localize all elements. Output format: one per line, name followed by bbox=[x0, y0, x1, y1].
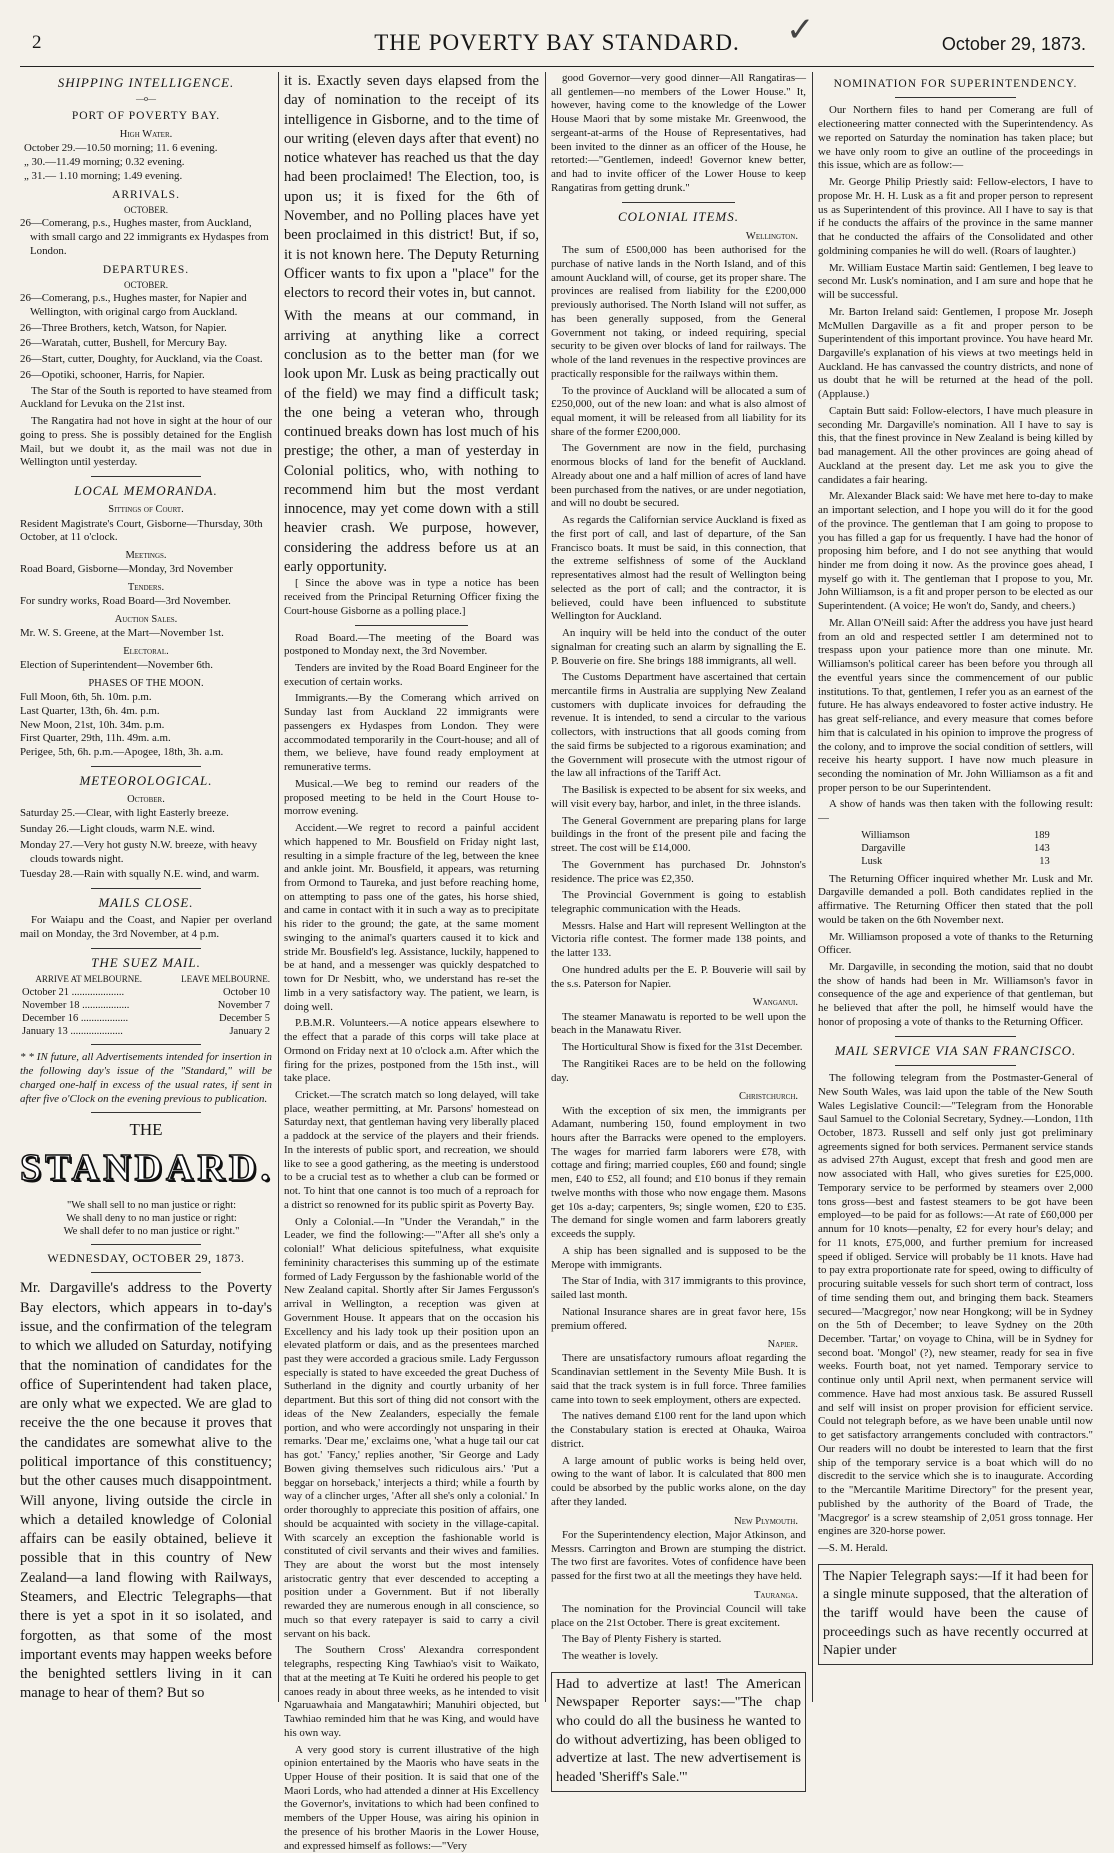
departure-entry: 26—Three Brothers, ketch, Watson, for Napier. bbox=[20, 321, 227, 334]
result-row bbox=[859, 855, 1052, 868]
nomination-paragraph: The Returning Officer inquired whether Mr. Lusk and Mr. Dargaville demanded a poll. Both candidates replied in the affirmative. The Returning Officer then stated that the poll would be taken on the 6th November next. bbox=[818, 872, 1093, 926]
colonial-paragraph: The steamer Manawatu is reported to be well upon the beach in the Manawatu River. bbox=[551, 1010, 806, 1037]
news-paragraph: Only a Colonial.—In "Under the Verandah," in the Leader, we find the following:—"'After all she's only a colonial!' What delicious spitefulness, what exquisite femininity characterises this summing up of the estimate formed of Lady Fergusson by the fashionable world of the New Zealand capital. Shortly after Sir James Fergusson's arrival in Wellington, a reception was given at Government House. It appears that on the occasion his Excellency and his lady took up their position upon an elevated platform or dais, and as the presentees marched past they were accorded a gracious smile. Lady Fergusson especially is stated to have exceeded the great Duchess of Sutherland in the dignity and courtly urbanity of her department. But this sort of thing did not consort with the ideas of the New Zealanders, especially the female portion, and who were accordingly not unsparing in their remarks. 'Dear me,' exclaims one, 'what a huge tail our cat has got.' 'Fancy,' replies another, 'Sir George and Lady Bowen giving themselves such ridiculous airs.' 'Put a beggar on horseback,' interjects a third; while a fourth by way of a clincher urges, 'After all she's only a colonial.' In order thoroughly to appreciate this position of affairs, one should be acquainted with society in the village-capital. With scarcely an exception the fashionable world is constituted of civil servants and their wives and families. They are about the worst but the most intensely aristocratic gentry that ever descended to accepting a position under a Government. But if not liberally rewarded they are numerous enough in all conscience, so much so that every ratepayer is said to carry a civil servant on his back. bbox=[284, 1215, 539, 1640]
nomination-paragraph: Our Northern files to hand per Comerang are full of electioneering matter connected with the Superintendency. As we reported on Saturday the nomination has taken place; but we have only room to give an outline of the proceedings in this issue, which are as follow:— bbox=[818, 104, 1093, 172]
suez-leave-date: January 2 bbox=[229, 1026, 270, 1038]
section-rule bbox=[355, 625, 467, 626]
colonial-paragraph: The Horticultural Show is fixed for the 31st December. bbox=[562, 1041, 803, 1054]
section-rule bbox=[91, 476, 202, 477]
local-section-title: Tenders. bbox=[127, 582, 165, 594]
section-rule bbox=[895, 1065, 1016, 1066]
advertize-text: Had to advertize at last! The American Newspaper Reporter says:—"The chap who could do all the business he wanted to do without advertizing, has been obliged to advertize at last. The new advertisement is headed 'Sheriff's Sale.'" bbox=[556, 1676, 801, 1785]
meteorological-list bbox=[20, 807, 272, 882]
news-paragraph: Tenders are invited by the Road Board Engineer for the execution of certain works. bbox=[284, 661, 539, 688]
nomination-paragraph: Mr. Allan O'Neill said: After the address you have just heard from an old and respected settler I am determined not to trespass upon your patience more than one minute. Mr. Williamson's political career has been before you through all the eventful years since the commencement of our public institutions. To that, gentlemen, I refer you as an earnest of the future. He has always endeavored to foster active industry. He has great self-reliance, and every measure that comes before him that is calculated in his opinion to improve the progress of the colony, and to improve the social condition of settlers, will receive his hearty support. I have now much pleasure in seconding the nomination of Mr. John Williamson as a fit and proper person to be our Superintendent. bbox=[818, 616, 1093, 794]
section-rule bbox=[91, 766, 202, 767]
mailservice-text: The following telegram from the Postmaster-General of New South Wales, was laid upon the table of the New South Wales Legislative Council:—"Telegram from the Honorable Saul Samuel to the Colonial Secretary, Sydney.—London, 11th October, 1873. Russell and self only just got preliminary agreements signed for both services. Permanent service stands as advised 27th August, except that fresh and good men are now associated with Hall, who gives sureties for £25,000. Temporary service to be performed by steamers over 2,000 tons gross—best and fastest steamers to be got have been employed—to be paid for as follows:—At rate of £60,000 per annum for 10 knots—penalty, £2 for every hour's delay; and for 11 knots, £75,000, and further premium for increased speed if obliged. Service will probably be 11 knots. Have had to pay extra proportionate rate for speed, owing to difficulty of procuring suitable vessels for such short term of contract, loss of time sending them out, and bringing them back. Steamers secured—'Macgregor,' now near Hongkong; will be in Sydney on the 5th of December; to leave Sydney on the 20th December. 'Tartar,' on voyage to China, will be in Sydney for second boat. 'Mongol' (?), new steamer, ready for sea in five weeks. Fourth boat, not yet named. Temporary service to continue only until April next, when permanent service will commence. Have had most anxious task. Be assured Russell and self will insist on proper provision for efficient service. Could not telegraph before, as we have been unable until now to get satisfactory arrangements concluded with contractors." Our readers will no doubt be interested to learn that the first ship of the temporary service is a boat which will do no discredit to the service which she is to inaugurate. According to the "Mercantile Maritime Directory" for the present year, published by the authority of the Board of Trade, the 'Macgregor' is a screw steamship of 2,051 gross tonnage. Her engines are 320-horse power. bbox=[818, 1072, 1093, 1538]
colonial-paragraph: The Government are now in the field, purchasing enormous blocks of land for the benefit of Auckland. Already about one and a half million of acres of land have been purchased from the natives, or are under negotiation, and will no doubt be secured. bbox=[551, 442, 806, 510]
colonial-paragraph: The sum of £500,000 has been authorised for the purchase of native lands in the North Island, and of this amount Auckland will, of course, get its proper share. The provinces are realised from liability for the £200,000 previously authorised. The North Island will not suffer, as has been generally supposed, from the General Government not taking, or indeed requiring, special security to be given over blocks of land for railways. The whole of the land revenues in the respective provinces are practically responsible for the railways within them. bbox=[551, 244, 806, 380]
section-rule bbox=[91, 1244, 202, 1245]
colonial-place: Wellington. bbox=[745, 230, 798, 242]
nomination-paragraph: Captain Butt said: Follow-electors, I have much pleasure in seconding Mr. Dargaville's nomination. All I have to say is this, that the finest province in New Zealand is being killed by bad management. All the other provinces are going ahead of Auckland at the present day. Let me ask you to give the candidates a fair hearing. bbox=[818, 404, 1093, 486]
departures-list bbox=[20, 292, 272, 382]
suez-row bbox=[20, 999, 272, 1012]
motto-line: "We shall sell to no man justice or right: bbox=[66, 1199, 237, 1211]
suez-leave-date: October 10 bbox=[223, 986, 270, 998]
leader-paragraph-1: Mr. Dargaville's address to the Poverty Bay electors, which appears in to-day's issue, and the confirmation of the telegram to which we alluded on Saturday, notifying that the nomination of candidates for the office of Superintendent had taken place, are only what we expected. We are glad to receive the the one because it proves that the candidates are somewhat alive to the political importance of this constituency; but the other causes much disappointment. Will anyone, living outside the circle in which a detailed knowledge of Colonial affairs can be easily obtained, believe it possible that in this country of New Zealand—a land flowing with Railways, Steamers, and Electric Telegraphs—that there is yet a spot in it so isolated, and forgotten, as that some of the most important events may happen weeks before the benighted settlers living in it can manage to hear of them? But so bbox=[20, 1280, 272, 1702]
colonial-paragraph: The Bay of Plenty Fishery is started. bbox=[562, 1633, 722, 1646]
colonial-paragraph: As regards the Californian service Auckland is fixed as the first port of call, and last of departure, of the San Francisco boats. It must be said, in this connection, that the extreme selfishness of some of the Auckland representatives almost had the result of Wellington being selected as the port of call; and the contractor, it is believed, could have been influenced to substitute Wellington for Auckland. bbox=[551, 514, 806, 623]
colonial-paragraph: The natives demand £100 rent for the land upon which the Constabulary station is erected at Ohauka, Wairoa district. bbox=[551, 1410, 806, 1450]
leader-paragraph-2: it is. Exactly seven days elapsed from the day of nomination to the receipt of its intelligence in Gisborne, and to the time of our writing (eleven days after that event) no notice whatever has reached us that the day had been proclaimed! The Election, too, is upon us; it is fixed for the 6th of November, and no Polling places have yet been proclaimed in this district! But, if so, it is not known here. The Deputy Returning Officer wants to fix upon a "place" for the electors to record their votes in, but cannot. bbox=[284, 73, 539, 302]
result-row bbox=[859, 842, 1052, 855]
column-1 bbox=[20, 72, 272, 1704]
colonial-place: Napier. bbox=[767, 1339, 798, 1351]
advertisement-notice: * * IN future, all Advertisements intended for insertion in the following day's issue of the "Standard," will be charged one-half in excess of the usual rates, if sent in after five o'Clock on the evening previous to publication. bbox=[20, 1051, 272, 1105]
shipping-paragraph: The Star of the South is reported to have steamed from Auckland for Levuka on the 21st inst. bbox=[20, 384, 272, 411]
page-number: 2 bbox=[32, 32, 42, 53]
shipping-notes bbox=[20, 385, 272, 470]
departures-month: OCTOBER. bbox=[123, 279, 169, 290]
local-news bbox=[284, 632, 539, 1853]
local-section-text: Election of Superintendent—November 6th. bbox=[20, 659, 213, 672]
column-4 bbox=[818, 72, 1093, 1704]
weather-entry: Sunday 26.—Light clouds, warm N.E. wind. bbox=[20, 823, 215, 836]
local-section-text: Mr. W. S. Greene, at the Mart—November 1st. bbox=[20, 627, 224, 640]
napier-paragraph bbox=[818, 1564, 1093, 1665]
colonial-items bbox=[551, 230, 806, 1664]
colonial-place: New Plymouth. bbox=[734, 1515, 798, 1527]
weather-entry: Saturday 25.—Clear, with light Easterly breeze. bbox=[20, 807, 229, 820]
motto-line: We shall deny to no man justice or right: bbox=[66, 1212, 237, 1224]
mailservice-source: —S. M. Herald. bbox=[818, 1542, 888, 1555]
news-paragraph: Accident.—We regret to record a painful accident which happened to Mr. Bousfield on Friday night last, resulting in a simple fracture of the leg, between the knee and ankle joint. Mr. Bousfield, it appears, was returning from Ormond to Taureka, and just before reaching home, on attempting to pass one of the gates, his horse shied, and came in contact with it in such a way as to precipitate his rider to the ground; the gate, at the same moment swinging to the animal's quarters caused it to kick and stride Mr. Bousfield's leg. Assistance, luckily, happened to be at hand, and a messenger was quickly despatched to town for Dr Nesbitt, who, we understand has re-set the limb in a very satisfactory way. The patient, we learn, is doing well. bbox=[284, 822, 539, 1013]
mails-heading: MAILS CLOSE. bbox=[98, 895, 194, 911]
departure-entry: 26—Waratah, cutter, Bushell, for Mercury Bay. bbox=[20, 337, 227, 350]
meteorological-month: October. bbox=[127, 794, 165, 806]
section-rule bbox=[91, 1112, 202, 1113]
local-section-title: Sittings of Court. bbox=[108, 504, 184, 516]
local-section-text: Road Board, Gisborne—Monday, 3rd November bbox=[20, 563, 233, 576]
shipping-heading: SHIPPING INTELLIGENCE. bbox=[57, 75, 235, 90]
section-rule bbox=[91, 1044, 202, 1045]
colonial-paragraph: The Basilisk is expected to be absent for six weeks, and will visit every bay, harbor, and inlet, in the three islands. bbox=[551, 784, 806, 810]
suez-heading: THE SUEZ MAIL. bbox=[91, 954, 201, 970]
suez-row bbox=[20, 1012, 272, 1025]
news-paragraph: Musical.—We beg to remind our readers of the proposed meeting to be held in the Court House to-morrow evening. bbox=[284, 777, 539, 818]
advertize-paragraph bbox=[551, 1672, 806, 1792]
news-paragraph: P.B.M.R. Volunteers.—A notice appears elsewhere to the effect that a parade of this corps will take place at Ormond on Friday next at 10 o'clock a.m. After which the firing for the prizes, postponed from the 15th inst., will take place. bbox=[284, 1017, 539, 1085]
paper-title: THE POVERTY BAY STANDARD. bbox=[374, 30, 740, 55]
result-row bbox=[859, 829, 1052, 842]
departure-entry: 26—Comerang, p.s., Hughes master, for Napier and Wellington, with original cargo from Auckland. bbox=[20, 292, 247, 318]
leader-date: WEDNESDAY, OCTOBER 29, 1873. bbox=[47, 1251, 245, 1266]
colonial-paragraph: A ship has been signalled and is supposed to be the Merope with immigrants. bbox=[551, 1244, 806, 1271]
colonial-paragraph: The weather is lovely. bbox=[562, 1650, 659, 1663]
leader-paragraph-3: With the means at our command, in arriving at anything like a correct conclusion as to the better man (for we look upon Mr. Lusk as being practically out of the field) we may find a difficult task; the one being a veteran who, through continued breaks down has lost much of his prestige; the other, a man of yesterday in Colonial politics, who, with nothing to recommend him but the most verdant innocence, may yet come down with a still heavier crash. We purpose, however, considering the address before us at an early opportunity. bbox=[284, 308, 539, 576]
column-rule bbox=[545, 72, 546, 1702]
departures-heading: DEPARTURES. bbox=[102, 264, 190, 277]
high-water-heading: High Water. bbox=[119, 128, 173, 140]
moon-heading: PHASES OF THE MOON. bbox=[88, 677, 204, 689]
standard-logo: STANDARD. bbox=[20, 1146, 274, 1189]
column-rule bbox=[278, 72, 279, 1702]
port-heading: PORT OF POVERTY BAY. bbox=[71, 110, 221, 123]
colonial-paragraph: The Government has purchased Dr. Johnston's residence. The price was £2,350. bbox=[551, 858, 806, 885]
suez-row bbox=[20, 986, 272, 999]
arrivals-month: OCTOBER. bbox=[123, 204, 169, 215]
nomination-paragraph: Mr. Dargaville, in seconding the motion, said that no doubt the show of hands had been in Mr. Williamson's favor in consequence of the age and experience of that gentleman, but he believed that after the poll, he himself would have the honor of proposing a vote of thanks to the Returning Officer. bbox=[818, 961, 1093, 1028]
section-rule bbox=[91, 888, 202, 889]
news-paragraph: A very good story is current illustrative of the high opinion entertained by the Maoris who have seats in the Upper House of their position. It is said that one of the Maori Lords, who had attended a dinner at His Excellency the Governor's, invitations to which had been confined to members of the Upper House, was airing his opinion in the presence of his brother Maoris in the Lower House, and expressed himself as follows:—"Very bbox=[284, 1743, 539, 1852]
colonial-place: Wanganui. bbox=[752, 997, 798, 1009]
motto bbox=[20, 1199, 272, 1239]
colonial-place: Tauranga. bbox=[753, 1589, 798, 1601]
departure-entry: 26—Start, cutter, Doughty, for Auckland, via the Coast. bbox=[20, 353, 263, 366]
colonial-paragraph: The Rangitikei Races are to be held on the following day. bbox=[551, 1057, 806, 1084]
nomination-paragraph: Mr. William Eustace Martin said: Gentlemen, I beg leave to second Mr. Lusk's nomination, and I am sure and hope that he will be successful. bbox=[818, 261, 1093, 302]
vote-count: 13 bbox=[1039, 856, 1050, 868]
colonial-paragraph: A large amount of public works is being held over, owing to the want of labor. It is calculated that 800 men could be absorbed by the public works alone, on the day after they landed. bbox=[551, 1454, 806, 1508]
weather-entry: Monday 27.—Very hot gusty N.W. breeze, with heavy clouds towards night. bbox=[20, 838, 258, 865]
vote-count: 189 bbox=[1034, 829, 1050, 841]
colonial-paragraph: The nomination for the Provincial Council will take place on the 21st October. There is great excitement. bbox=[551, 1602, 806, 1629]
colonial-paragraph: An inquiry will be held into the conduct of the outer signalman for creating such an alarm by signalling the E. P. Bouverie on fire. She brings 188 immigrants, all well. bbox=[551, 627, 806, 667]
section-rule bbox=[895, 1036, 1016, 1037]
column-rule bbox=[812, 72, 813, 1702]
colonial-paragraph: With the exception of six men, the immigrants per Adamant, numbering 150, found employment in two hours after the Barracks were opened to the employers. The wages for married farm laborers were £78, with cottage and firing; married couples, £60 and found; single men, £40 to £52, all found; and £10 bonus if they remain twelve months with those who now engage them. Masons get 10s a-day; carpenters, 9s; single women, £20 to £35. The demand for single women and farm laborers greatly exceeds the supply. bbox=[551, 1104, 806, 1241]
tide-line: October 29.—10.50 morning; 11. 6 evening. bbox=[24, 142, 218, 155]
suez-leave-date: December 5 bbox=[218, 1013, 270, 1025]
local-heading: LOCAL MEMORANDA. bbox=[74, 483, 218, 498]
suez-arrive-date: January 13 .................... bbox=[22, 1026, 123, 1038]
show-of-hands-table bbox=[859, 829, 1052, 869]
section-rule bbox=[91, 948, 202, 949]
mails-text: For Waiapu and the Coast, and Napier per overland mail on Monday, the 3rd November, at 4 p.m. bbox=[20, 914, 272, 941]
motto-line: We shall defer to no man justice or right." bbox=[63, 1226, 240, 1238]
tide-list bbox=[20, 142, 272, 183]
nomination-paragraph: Mr. Williamson proposed a vote of thanks to the Returning Officer. bbox=[818, 930, 1093, 957]
moon-phase: Full Moon, 6th, 5h. 10m. p.m. bbox=[20, 691, 152, 704]
colonial-paragraph: The Provincial Government is going to establish telegraphic communication with the Heads. bbox=[551, 889, 806, 915]
nomination-after bbox=[818, 873, 1093, 1030]
weather-entry: Tuesday 28.—Rain with squally N.E. wind, and warm. bbox=[20, 868, 260, 881]
local-section-text: For sundry works, Road Board—3rd November. bbox=[20, 595, 231, 608]
check-mark-icon: ✓ bbox=[786, 10, 815, 50]
nomination-body bbox=[818, 104, 1093, 825]
moon-phase: Perigee, 5th, 6h. p.m.—Apogee, 18th, 3h. a.m. bbox=[20, 746, 224, 759]
suez-arrive-date: December 16 .................. bbox=[22, 1013, 129, 1025]
news-paragraph: Cricket.—The scratch match so long delayed, will take place, weather permitting, at Mr. Parsons' homestead on Saturday next, that gentleman having very liberally placed a paddock at the service of the players and their friends. In the interests of public sport, and recreation, we should like to see a good gathering, as the meeting is understood to be a crucial test as to whether a club can be formed or not. To hint that one cannot is too much of a reproach for a district so renowned for its public spirit as Poverty Bay. bbox=[284, 1089, 539, 1211]
suez-col-leave: LEAVE MELBOURNE. bbox=[181, 974, 270, 985]
mailservice-heading: MAIL SERVICE VIA SAN FRANCISCO. bbox=[834, 1042, 1077, 1058]
tide-line: „ 30.—11.49 morning; 0.32 evening. bbox=[24, 155, 185, 168]
issue-date: October 29, 1873. bbox=[941, 34, 1086, 54]
suez-arrive-date: November 18 .................. bbox=[22, 999, 130, 1011]
colonial-paragraph: There are unsatisfactory rumours afloat regarding the Scandinavian settlement in the Seventy Mile Bush. It is said that the track system is in full force. Three families came into town to seek employment, others are expected. bbox=[551, 1352, 806, 1406]
section-rule bbox=[91, 1272, 202, 1273]
moon-list bbox=[20, 691, 272, 760]
candidate-name: Dargaville bbox=[861, 843, 906, 855]
colonial-paragraph: The Star of India, with 317 immigrants to this province, sailed last month. bbox=[551, 1275, 806, 1302]
colonial-paragraph: Messrs. Halse and Hart will represent Wellington at the Victoria rifle contest. The former made 138 points, and the latter 133. bbox=[551, 919, 806, 960]
candidate-name: Williamson bbox=[861, 829, 910, 841]
leader-note: [ Since the above was in type a notice has been received from the Principal Returning Officer fixing the Court-house Gisborne as a polling place.] bbox=[284, 577, 539, 617]
suez-arrive-date: October 21 .................... bbox=[22, 986, 125, 998]
column-2 bbox=[284, 72, 539, 1852]
napier-text: The Napier Telegraph says:—If it had been for a single minute supposed, that the alteration of the tariff would have been the cause of proceedings such as have recently occurred at Napier under bbox=[823, 1568, 1088, 1659]
moon-phase: New Moon, 21st, 10h. 34m. p.m. bbox=[20, 718, 165, 731]
column-3 bbox=[551, 72, 806, 1785]
suez-row bbox=[20, 1025, 272, 1038]
colonial-paragraph: The Customs Department have ascertained that certain mercantile firms in Australia are supplying New Zealand customers with duplicate invoices for defrauding the revenue. It is intended, to send a circular to the various collectors, with instructions that all goods coming from the said firms be subjected to a rigorous examination; and the Government will prosecute with the utmost rigour of the law all infractions of the Tariff Act. bbox=[551, 671, 806, 780]
news-paragraph: The Southern Cross' Alexandra correspondent telegraphs, respecting King Tawhiao's visit to Waikato, that at the meeting at Te Kuiti he ordered his people to get canoes ready in about three weeks, as he intended to visit Ngaruawhaia and Mangatawhiri; Manuhiri objected, but Tawhiao reminded him that he was King, and would have his own way. bbox=[284, 1644, 539, 1739]
moon-phase: Last Quarter, 13th, 6h. 4m. p.m. bbox=[20, 704, 160, 717]
section-rule bbox=[622, 202, 734, 203]
colonial-paragraph: To the province of Auckland will be allocated a sum of £250,000, out of the new loan: and what is also almost of equal moment, it will be released from all liability for its share of the former £200,000. bbox=[551, 384, 806, 438]
nomination-heading: NOMINATION FOR SUPERINTENDENCY. bbox=[833, 78, 1078, 90]
ornament: —o— bbox=[136, 94, 156, 104]
arrivals-list bbox=[20, 217, 272, 258]
tide-line: „ 31.— 1.10 morning; 1.49 evening. bbox=[24, 169, 183, 182]
colonial-paragraph: The General Government are preparing plans for large buildings in the front of the present pile and facing the street. The cost will be £14,000. bbox=[551, 814, 806, 855]
moon-phase: First Quarter, 29th, 11h. 49m. a.m. bbox=[20, 732, 171, 745]
masthead bbox=[20, 10, 1094, 67]
colonial-paragraph: One hundred adults per the E. P. Bouverie will sail by the s.s. Paterson for Napier. bbox=[551, 963, 806, 990]
vote-count: 143 bbox=[1034, 843, 1050, 855]
local-section-title: Auction Sales. bbox=[114, 613, 178, 625]
suez-leave-date: November 7 bbox=[217, 999, 270, 1011]
meteorological-heading: METEOROLOGICAL. bbox=[79, 772, 213, 788]
news-paragraph: Road Board.—The meeting of the Board was postponed to Monday next, the 3rd November. bbox=[284, 631, 539, 658]
local-sections bbox=[20, 503, 272, 673]
shipping-paragraph: The Rangatira had not hove in sight at the hour of our going to press. She is possibly detained for the English Mail, but we doubt it, as the mail was not due in Wellington until yesterday. bbox=[20, 415, 272, 469]
nomination-paragraph: Mr. George Philip Priestly said: Fellow-electors, I have to propose Mr. H. H. Lusk as a fit and proper person to represent us as Superintendent of this province. All I have to say is that if he conducts the affairs of the province in the same manner that he conducted the affairs of the Consolidated and other goldmining companies he will do well. (Roars of laughter.) bbox=[818, 176, 1093, 257]
colonial-paragraph: National Insurance shares are in great favor here, 15s premium offered. bbox=[551, 1305, 806, 1332]
nomination-paragraph: Mr. Barton Ireland said: Gentlemen, I propose Mr. Joseph McMullen Dargaville as a fit and proper person to be Superintendent of this important province. You have heard Mr. Dargaville's explanation of his views at two meetings held in Auckland. He has canvassed the country districts, and none of us doubt that he will be returned at the head of the poll. (Applause.) bbox=[818, 305, 1093, 401]
departure-entry: 26—Opotiki, schooner, Harris, for Napier. bbox=[20, 368, 205, 381]
candidate-name: Lusk bbox=[861, 856, 883, 868]
arrivals-heading: ARRIVALS. bbox=[112, 189, 180, 202]
nomination-paragraph: Mr. Alexander Black said: We have met here to-day to make an important selection, and I hope you will do it for the good of the province. The gentleman that I am going to propose to you has filled a gap for us frequently. I have had the honor of proposing him before, and I do not see anything that would hinder me from doing it now. As the province goes ahead, I myself go with it. The gentleman that I propose to you, Mr. John Williamson, is a fit and proper person to be elected as our Superintendent. (A voice; He won't do, Sandy, and cheers.) bbox=[818, 490, 1093, 613]
local-section-title: Electoral. bbox=[123, 645, 169, 657]
suez-col-arrive: ARRIVE AT MELBOURNE. bbox=[35, 974, 142, 985]
suez-table bbox=[20, 974, 272, 1038]
local-section-text: Resident Magistrate's Court, Gisborne—Thursday, 30th October, at 11 o'clock. bbox=[20, 517, 263, 544]
maori-story-end: good Governor—very good dinner—All Rangatiras—all gentlemen—no members of the Lower House." It, however, having come to the knowledge of the Lower House Maori that by some mistake Mr. Greenwood, the sergeant-at-arms of the House of Representatives, had been invited to the dinner as an officer of the House, he retorted:—"Gentlemen, indeed! Governor knew better, and had to invite officer of the Lower House to keep Rangatiras from getting drunk." bbox=[551, 72, 806, 194]
local-section-title: Meetings. bbox=[125, 550, 167, 562]
news-paragraph: Immigrants.—By the Comerang which arrived on Sunday last from Auckland 22 immigrants were passengers ex Hydaspes from London. They were accommodated temporarily in the Court-house; and all of them, we believe, have found ready employment at remunerative terms. bbox=[284, 692, 539, 774]
section-rule bbox=[895, 97, 1016, 98]
colonial-heading: COLONIAL ITEMS. bbox=[618, 208, 739, 224]
colonial-paragraph: For the Superintendency election, Major Atkinson, and Messrs. Carrington and Brown are stumping the district. The two first are favorites. Votes of confidence have been passed for the first two at all the meetings they have held. bbox=[551, 1528, 806, 1582]
arrival-entry: 26—Comerang, p.s., Hughes master, from Auckland, with small cargo and 22 immigrants ex Hydaspes from London. bbox=[20, 217, 269, 257]
nomination-paragraph: A show of hands was then taken with the following result:— bbox=[818, 798, 1093, 825]
colonial-place: Christchurch. bbox=[738, 1091, 798, 1103]
masthead-the: THE bbox=[129, 1120, 163, 1140]
